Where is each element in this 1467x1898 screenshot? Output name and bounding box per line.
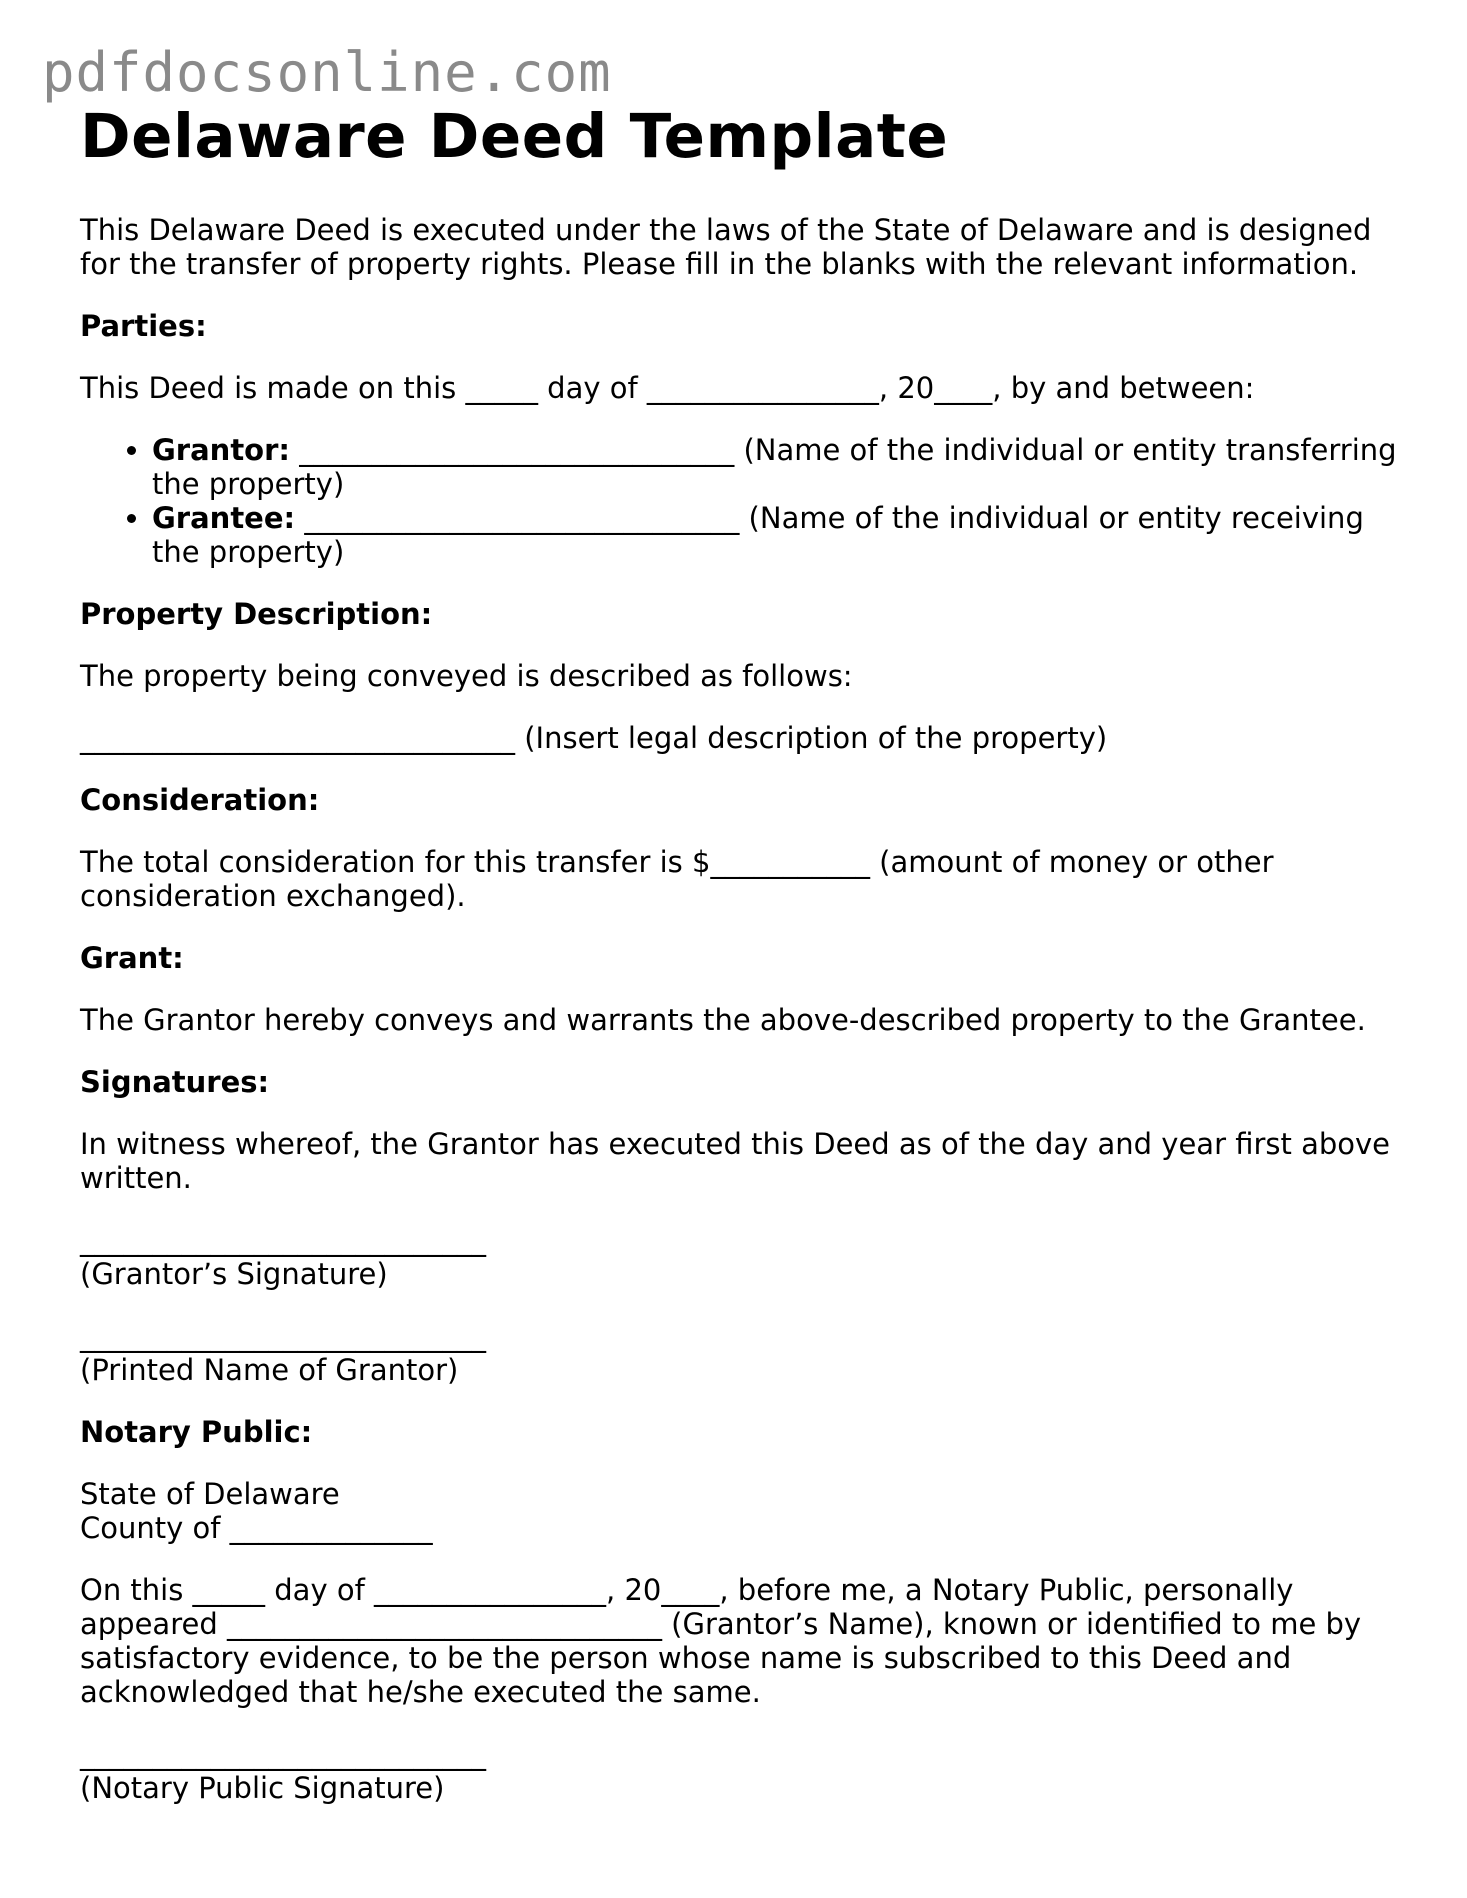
property-intro: The property being conveyed is described as follows: bbox=[80, 659, 853, 694]
document-title: Delaware Deed Template bbox=[80, 101, 949, 172]
printed-name-label: (Printed Name of Grantor) bbox=[80, 1353, 459, 1388]
signatures-heading: Signatures: bbox=[80, 1065, 270, 1100]
printed-name-block bbox=[80, 1319, 1410, 1387]
notary-state: State of Delaware bbox=[80, 1477, 340, 1512]
intro-paragraph: This Delaware Deed is executed under the laws of the State of Delaware and is designed for the transfer of property rights. Please fill in the blanks with the relevant information. bbox=[80, 213, 1372, 282]
deed-date-line: This Deed is made on this _____ day of ________________, 20____, by and between: bbox=[80, 371, 1255, 406]
consideration-text: The total consideration for this transfer is $___________ (amount of money or other consideration exchanged). bbox=[80, 845, 1274, 914]
grantor-item bbox=[152, 433, 1410, 501]
notary-signature-block bbox=[80, 1737, 1410, 1805]
notary-county: County of ______________ bbox=[80, 1511, 433, 1546]
grantor-text: ______________________________ (Name of the individual or entity transferring the property) bbox=[152, 433, 1397, 502]
grantee-label: Grantee: bbox=[152, 501, 296, 536]
consideration-heading: Consideration: bbox=[80, 783, 320, 818]
grantor-signature-label: (Grantor’s Signature) bbox=[80, 1257, 388, 1292]
grantee-text: ______________________________ (Name of the individual or entity receiving the property) bbox=[152, 501, 1364, 570]
document-page bbox=[80, 100, 1410, 1805]
notary-signature-line: ____________________________ bbox=[80, 1737, 486, 1772]
property-description-line: ______________________________ (Insert legal description of the property) bbox=[80, 721, 1108, 756]
grantor-signature-block bbox=[80, 1223, 1410, 1291]
notary-venue bbox=[80, 1477, 1410, 1545]
grantee-item bbox=[152, 501, 1410, 569]
grantor-label: Grantor: bbox=[152, 433, 291, 468]
grant-text: The Grantor hereby conveys and warrants the above-described property to the Grantee. bbox=[80, 1003, 1366, 1038]
parties-list bbox=[80, 433, 1410, 569]
watermark: pdfdocsonline.com bbox=[42, 41, 612, 104]
notary-text: On this _____ day of ________________, 20____, before me, a Notary Public, personally appeared ______________________________ (Grantor’s Name), known or identified to me by satisfactory evidence, to be the person whose name is subscribed to this Deed and acknowledged that he/she executed the same. bbox=[80, 1573, 1362, 1710]
notary-signature-label: (Notary Public Signature) bbox=[80, 1771, 445, 1806]
parties-heading: Parties: bbox=[80, 309, 207, 344]
signatures-text: In witness whereof, the Grantor has executed this Deed as of the day and year first above written. bbox=[80, 1127, 1391, 1196]
grant-heading: Grant: bbox=[80, 941, 184, 976]
printed-name-line: ____________________________ bbox=[80, 1319, 486, 1354]
property-heading: Property Description: bbox=[80, 597, 433, 632]
notary-heading: Notary Public: bbox=[80, 1415, 313, 1450]
grantor-signature-line: ____________________________ bbox=[80, 1223, 486, 1258]
